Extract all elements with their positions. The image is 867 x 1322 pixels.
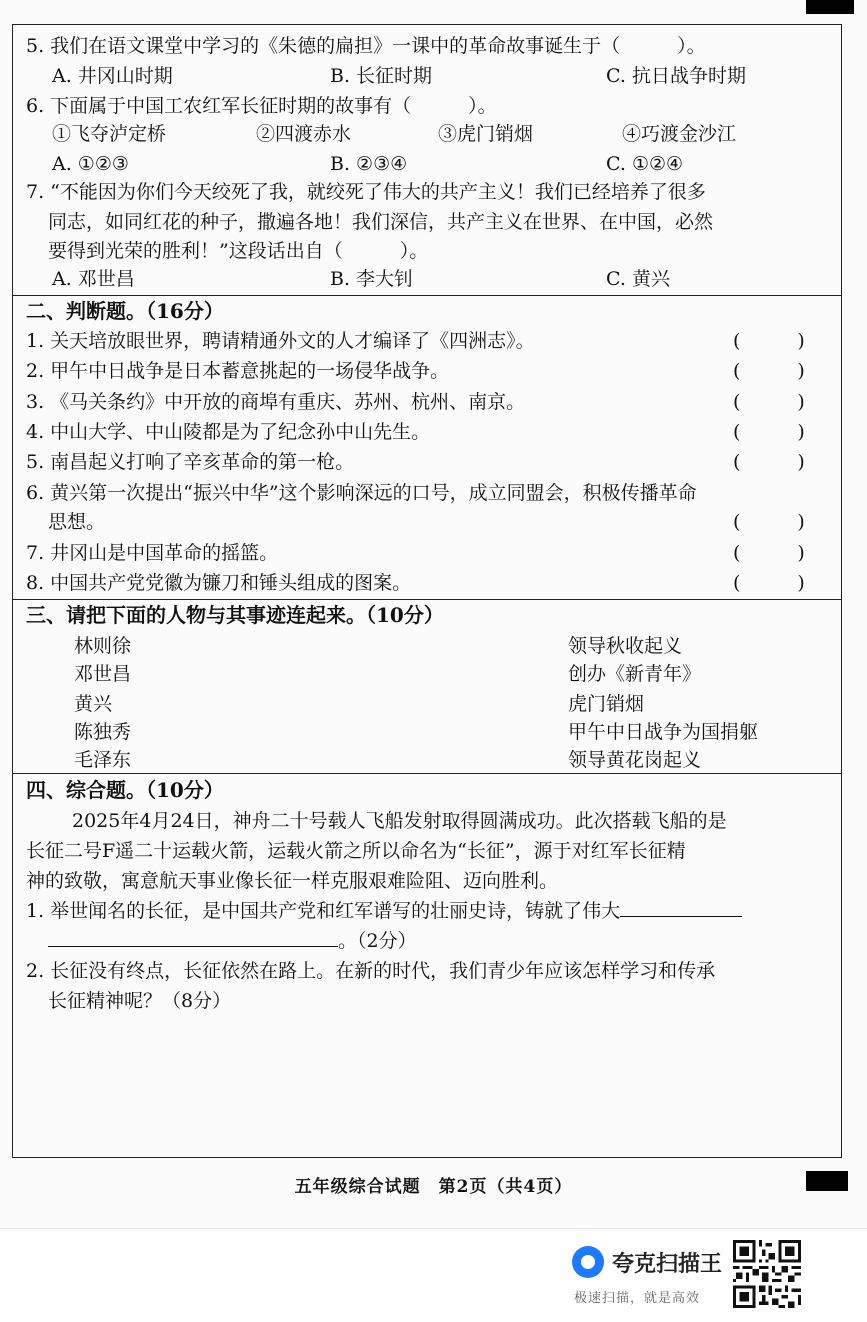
- q6-stem: 6. 下面属于中国工农红军长征时期的故事有（ ）。: [26, 95, 497, 117]
- q7-line-3: 要得到光荣的胜利！”这段话出自（ ）。: [48, 240, 429, 262]
- answer-blank[interactable]: [48, 929, 338, 947]
- quark-logo-icon: [572, 1246, 604, 1278]
- deed-5: 领导黄花岗起义: [568, 749, 702, 771]
- tf-item-1: 1. 关天培放眼世界，聘请精通外文的人才编译了《四洲志》。: [26, 330, 535, 352]
- tf-item-5: 5. 南昌起义打响了辛亥革命的第一枪。: [26, 451, 355, 473]
- answer-paren: ( ): [733, 421, 805, 443]
- q5-stem: 5. 我们在语文课堂中学习的《朱德的扁担》一课中的革命故事诞生于（ ）。: [26, 35, 706, 57]
- section-divider: [12, 773, 842, 774]
- page-footer: 五年级综合试题 第2页（共4页）: [294, 1177, 573, 1197]
- q4-1-text-a: 1. 举世闻名的长征，是中国共产党和红军谱写的壮丽史诗，铸就了伟大: [26, 900, 621, 922]
- passage-line-1: 2025年4月24日，神舟二十号载人飞船发射取得圆满成功。此次搭载飞船的是: [72, 810, 727, 832]
- q6-item-3: ③虎门销烟: [438, 123, 534, 145]
- passage-line-2: 长征二号F遥二十运载火箭，运载火箭之所以命名为“长征”，源于对红军长征精: [26, 840, 686, 862]
- answer-paren: ( ): [733, 542, 805, 564]
- person-4: 陈独秀: [74, 721, 132, 743]
- q5-option-c: C. 抗日战争时期: [606, 65, 746, 87]
- q5-option-a: A. 井冈山时期: [52, 65, 173, 87]
- section3-heading: 三、请把下面的人物与其事迹连起来。（10分）: [26, 603, 444, 627]
- deed-4: 甲午中日战争为国捐躯: [568, 721, 759, 743]
- tf-item-6: 6. 黄兴第一次提出“振兴中华”这个影响深远的口号，成立同盟会，积极传播革命: [26, 482, 697, 504]
- q4-1-cont: [48, 927, 417, 955]
- answer-paren: ( ): [733, 572, 805, 594]
- answer-paren: ( ): [733, 330, 805, 352]
- brand-slogan: 极速扫描，就是高效: [574, 1291, 701, 1306]
- q6-item-1: ①飞夺泸定桥: [52, 123, 167, 145]
- tf-item-2: 2. 甲午中日战争是日本蓄意挑起的一场侵华战争。: [26, 360, 450, 382]
- answer-paren: ( ): [733, 360, 805, 382]
- section-divider: [12, 599, 842, 600]
- deed-3: 虎门销烟: [568, 693, 645, 715]
- answer-paren: ( ): [733, 511, 805, 533]
- q7-option-b: B. 李大钊: [330, 268, 414, 290]
- q7-option-c: C. 黄兴: [606, 268, 670, 290]
- person-1: 林则徐: [74, 635, 132, 657]
- tf-item-3: 3. 《马关条约》中开放的商埠有重庆、苏州、杭州、南京。: [26, 391, 526, 413]
- q6-option-a: A. ①②③: [52, 153, 129, 175]
- q4-2-cont: 长征精神呢？（8分）: [48, 990, 232, 1012]
- tf-item-7: 7. 井冈山是中国革命的摇篮。: [26, 542, 279, 564]
- person-2: 邓世昌: [74, 663, 132, 685]
- section-divider: [12, 295, 842, 296]
- q5-option-b: B. 长征时期: [330, 65, 433, 87]
- q6-item-2: ②四渡赤水: [256, 123, 352, 145]
- q4-1-text-b: 。（2分）: [338, 930, 417, 952]
- q4-1-text: [26, 897, 742, 925]
- tf-item-8: 8. 中国共产党党徽为镰刀和锤头组成的图案。: [26, 572, 412, 594]
- q7-line-2: 同志，如同红花的种子，撒遍各地！我们深信，共产主义在世界、在中国，必然: [48, 211, 714, 233]
- q6-option-c: C. ①②④: [606, 153, 684, 175]
- answer-paren: ( ): [733, 391, 805, 413]
- passage-line-3: 神的致敬，寓意航天事业像长征一样克服艰难险阻、迈向胜利。: [26, 870, 559, 892]
- deed-2: 创办《新青年》: [568, 663, 702, 685]
- answer-paren: ( ): [733, 451, 805, 473]
- qr-code-icon: [733, 1240, 801, 1308]
- brand-name: 夸克扫描王: [612, 1252, 723, 1277]
- tf-item-6-cont: 思想。: [48, 511, 106, 533]
- tf-item-4: 4. 中山大学、中山陵都是为了纪念孙中山先生。: [26, 421, 431, 443]
- section4-heading: 四、综合题。（10分）: [26, 778, 224, 802]
- person-3: 黄兴: [74, 693, 113, 715]
- answer-blank[interactable]: [620, 899, 742, 917]
- q6-option-b: B. ②③④: [330, 153, 408, 175]
- deed-1: 领导秋收起义: [568, 635, 683, 657]
- registration-mark: [806, 1171, 848, 1191]
- q6-item-4: ④巧渡金沙江: [622, 123, 737, 145]
- registration-mark: [806, 0, 854, 14]
- q7-line-1: 7. “不能因为你们今天绞死了我，就绞死了伟大的共产主义！我们已经培养了很多: [26, 181, 706, 203]
- q4-2-text: 2. 长征没有终点，长征依然在路上。在新的时代，我们青少年应该怎样学习和传承: [26, 960, 716, 982]
- person-5: 毛泽东: [74, 749, 132, 771]
- section2-heading: 二、判断题。（16分）: [26, 299, 224, 323]
- q7-option-a: A. 邓世昌: [52, 268, 135, 290]
